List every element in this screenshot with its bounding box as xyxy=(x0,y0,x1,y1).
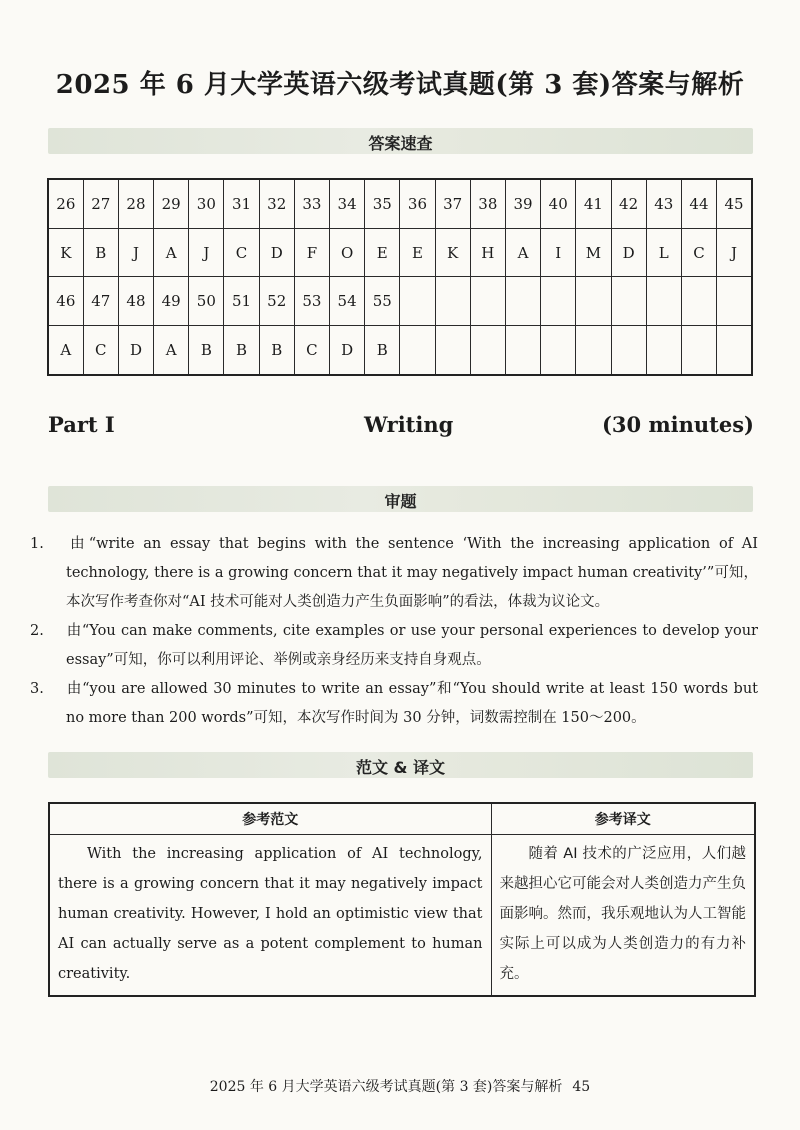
footer-title: 2025 年 6 月大学英语六级考试真题(第 3 套)答案与解析 xyxy=(209,1079,563,1095)
review-heading: 审题 xyxy=(384,492,417,511)
essay-chinese-text: 随着 AI 技术的广泛应用，人们越来越担心它可能会对人类创造力产生负面影响。然而，我乐观地认为人工智能实际上可以成为人类创造力的有力补充。 xyxy=(491,835,755,997)
answer-letter-cell: E xyxy=(400,228,435,277)
question-number-cell: 37 xyxy=(435,179,470,228)
answer-letter-cell: J xyxy=(118,228,153,277)
question-number-cell: 54 xyxy=(330,277,365,326)
question-number-cell xyxy=(681,277,716,326)
answer-letter-cell: A xyxy=(505,228,540,277)
note-text: 由“You can make comments, cite examples or use your personal experiences to develop your essay”可知，你可以利用评论、举例或亲身经历来支持自身观点。 xyxy=(66,623,758,668)
question-number-cell: 45 xyxy=(717,179,752,228)
question-number-cell: 34 xyxy=(330,179,365,228)
answer-letter-cell xyxy=(505,326,540,375)
answer-letter-cell xyxy=(435,326,470,375)
answer-letter-cell xyxy=(541,326,576,375)
question-number-cell: 40 xyxy=(541,179,576,228)
answer-letter-cell xyxy=(681,326,716,375)
review-note xyxy=(30,617,758,675)
answer-letter-cell: D xyxy=(330,326,365,375)
answer-letter-cell: C xyxy=(294,326,329,375)
answer-letter-cell: F xyxy=(294,228,329,277)
question-number-cell: 55 xyxy=(365,277,400,326)
answer-letter-cell: B xyxy=(224,326,259,375)
answer-letter-cell: B xyxy=(259,326,294,375)
answer-letter-cell: J xyxy=(189,228,224,277)
answer-letter-cell: A xyxy=(154,326,189,375)
answer-letter-cell xyxy=(470,326,505,375)
essay-header-english: 参考范文 xyxy=(49,803,491,835)
answer-letter-cell xyxy=(576,326,611,375)
question-number-cell: 27 xyxy=(83,179,118,228)
question-number-cell xyxy=(435,277,470,326)
note-text: 由“write an essay that begins with the sentence ‘With the increasing application of AI technology, there is a growing concern that it may negatively impact human creativity’”可知，本次写作考查你对“AI 技术可能对人类创造力产生负面影响”的看法，体裁为议论文。 xyxy=(66,536,758,610)
question-number-cell xyxy=(576,277,611,326)
note-number: 1. xyxy=(30,536,44,552)
answer-letter-cell: B xyxy=(365,326,400,375)
answer-letter-cell: B xyxy=(189,326,224,375)
part-header xyxy=(48,412,754,442)
part-time: (30 minutes) xyxy=(601,412,754,437)
review-notes xyxy=(30,530,758,733)
question-number-cell: 33 xyxy=(294,179,329,228)
answer-key-table xyxy=(47,178,753,376)
review-note xyxy=(30,675,758,733)
question-number-cell: 38 xyxy=(470,179,505,228)
part-label: Part Ⅰ xyxy=(48,412,115,437)
question-number-cell: 52 xyxy=(259,277,294,326)
answer-letter-cell: H xyxy=(470,228,505,277)
answer-letter-cell: K xyxy=(435,228,470,277)
answers-heading: 答案速查 xyxy=(368,134,433,153)
answer-row xyxy=(48,326,752,375)
answer-letter-cell: O xyxy=(330,228,365,277)
question-number-cell: 48 xyxy=(118,277,153,326)
answer-letter-cell: D xyxy=(118,326,153,375)
answer-letter-cell: A xyxy=(48,326,83,375)
question-number-cell xyxy=(505,277,540,326)
answers-banner xyxy=(48,128,753,154)
note-number: 2. xyxy=(30,623,44,639)
question-number-cell: 51 xyxy=(224,277,259,326)
answer-letter-cell: L xyxy=(646,228,681,277)
answer-letter-cell: D xyxy=(611,228,646,277)
essay-heading: 范文 & 译文 xyxy=(355,758,446,777)
question-number-cell: 32 xyxy=(259,179,294,228)
question-number-cell xyxy=(611,277,646,326)
question-number-cell: 41 xyxy=(576,179,611,228)
question-number-cell: 31 xyxy=(224,179,259,228)
note-number: 3. xyxy=(30,681,44,697)
answer-letter-cell: A xyxy=(154,228,189,277)
answer-letter-cell xyxy=(400,326,435,375)
question-number-cell: 43 xyxy=(646,179,681,228)
question-number-cell: 46 xyxy=(48,277,83,326)
question-number-cell: 30 xyxy=(189,179,224,228)
page-number: 45 xyxy=(572,1079,591,1095)
question-number-cell xyxy=(400,277,435,326)
essay-banner xyxy=(48,752,753,778)
essay-header-chinese: 参考译文 xyxy=(491,803,755,835)
page-footer xyxy=(0,1076,800,1096)
answer-letter-cell xyxy=(611,326,646,375)
answer-letter-cell: C xyxy=(224,228,259,277)
question-number-cell: 39 xyxy=(505,179,540,228)
answer-letter-cell: E xyxy=(365,228,400,277)
answer-letter-cell: I xyxy=(541,228,576,277)
answer-row xyxy=(48,228,752,277)
question-number-cell xyxy=(717,277,752,326)
page-title: 2025 年 6 月大学英语六级考试真题(第 3 套)答案与解析 xyxy=(55,70,745,100)
answer-row xyxy=(48,277,752,326)
essay-english-text: With the increasing application of AI technology, there is a growing concern that it may negatively impact human creativity. However, I hold an optimistic view that AI can actually serve as a potent complement to human creativity. xyxy=(49,835,491,997)
question-number-cell xyxy=(470,277,505,326)
question-number-cell xyxy=(541,277,576,326)
answer-letter-cell: C xyxy=(681,228,716,277)
answer-letter-cell: B xyxy=(83,228,118,277)
note-text: 由“you are allowed 30 minutes to write an essay”和“You should write at least 150 words but no more than 200 words”可知，本次写作时间为 30 分钟，词数需控制在 150～200。 xyxy=(66,681,758,726)
question-number-cell: 28 xyxy=(118,179,153,228)
answer-letter-cell: K xyxy=(48,228,83,277)
question-number-cell: 26 xyxy=(48,179,83,228)
answer-letter-cell: M xyxy=(576,228,611,277)
answer-letter-cell xyxy=(717,326,752,375)
question-number-cell xyxy=(646,277,681,326)
question-number-cell: 49 xyxy=(154,277,189,326)
essay-table xyxy=(48,802,756,997)
answer-letter-cell: D xyxy=(259,228,294,277)
answer-letter-cell xyxy=(646,326,681,375)
question-number-cell: 29 xyxy=(154,179,189,228)
question-number-cell: 36 xyxy=(400,179,435,228)
answer-letter-cell: J xyxy=(717,228,752,277)
review-note xyxy=(30,530,758,617)
question-number-cell: 42 xyxy=(611,179,646,228)
answer-letter-cell: C xyxy=(83,326,118,375)
question-number-cell: 44 xyxy=(681,179,716,228)
review-banner xyxy=(48,486,753,512)
part-name: Writing xyxy=(364,412,454,437)
question-number-cell: 53 xyxy=(294,277,329,326)
answer-row xyxy=(48,179,752,228)
question-number-cell: 47 xyxy=(83,277,118,326)
question-number-cell: 50 xyxy=(189,277,224,326)
question-number-cell: 35 xyxy=(365,179,400,228)
